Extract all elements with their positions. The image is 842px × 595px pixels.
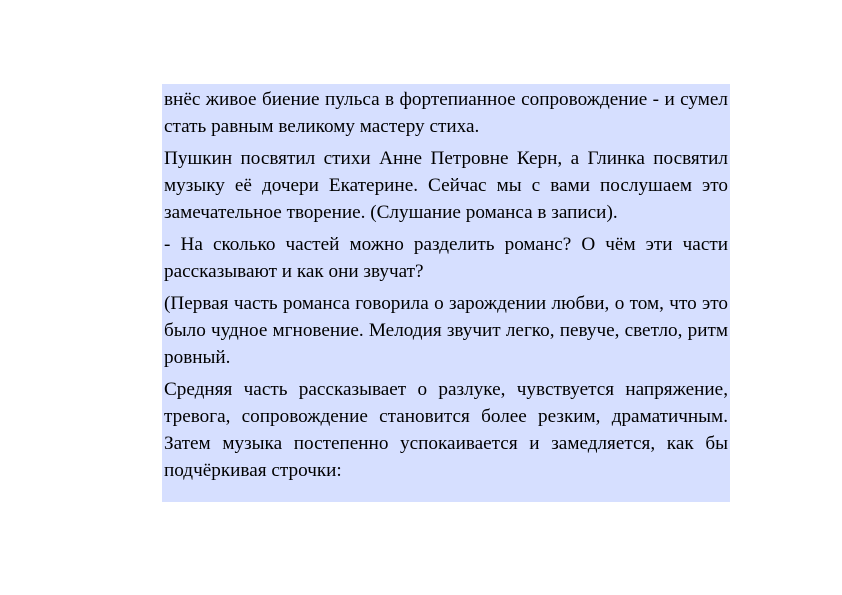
paragraph-3-question: - На сколько частей можно разделить романс? О чём эти части рассказывают и как они звучат? xyxy=(164,234,728,282)
paragraph-2: Пушкин посвятил стихи Анне Петровне Керн, а Глинка посвятил музыку её дочери Екатерине. Сейчас мы с вами послушаем это замечательное творение. (Слушание романса в записи). xyxy=(164,148,728,223)
paragraph-1: внёс живое биение пульса в фортепианное сопровождение - и сумел стать равным великому мастеру стиха. xyxy=(164,89,728,137)
paragraph-5: Средняя часть рассказывает о разлуке, чувствуется напряжение, тревога, сопровождение становится более резким, драматичным. Затем музыка постепенно успокаивается и замедляется, как бы подчёркивая строчки: xyxy=(164,379,728,481)
paragraph-4: (Первая часть романса говорила о зарождении любви, о том, что это было чудное мгновение. Мелодия звучит легко, певуче, светло, ритм ровный. xyxy=(164,293,728,368)
highlighted-text-block xyxy=(162,84,730,502)
